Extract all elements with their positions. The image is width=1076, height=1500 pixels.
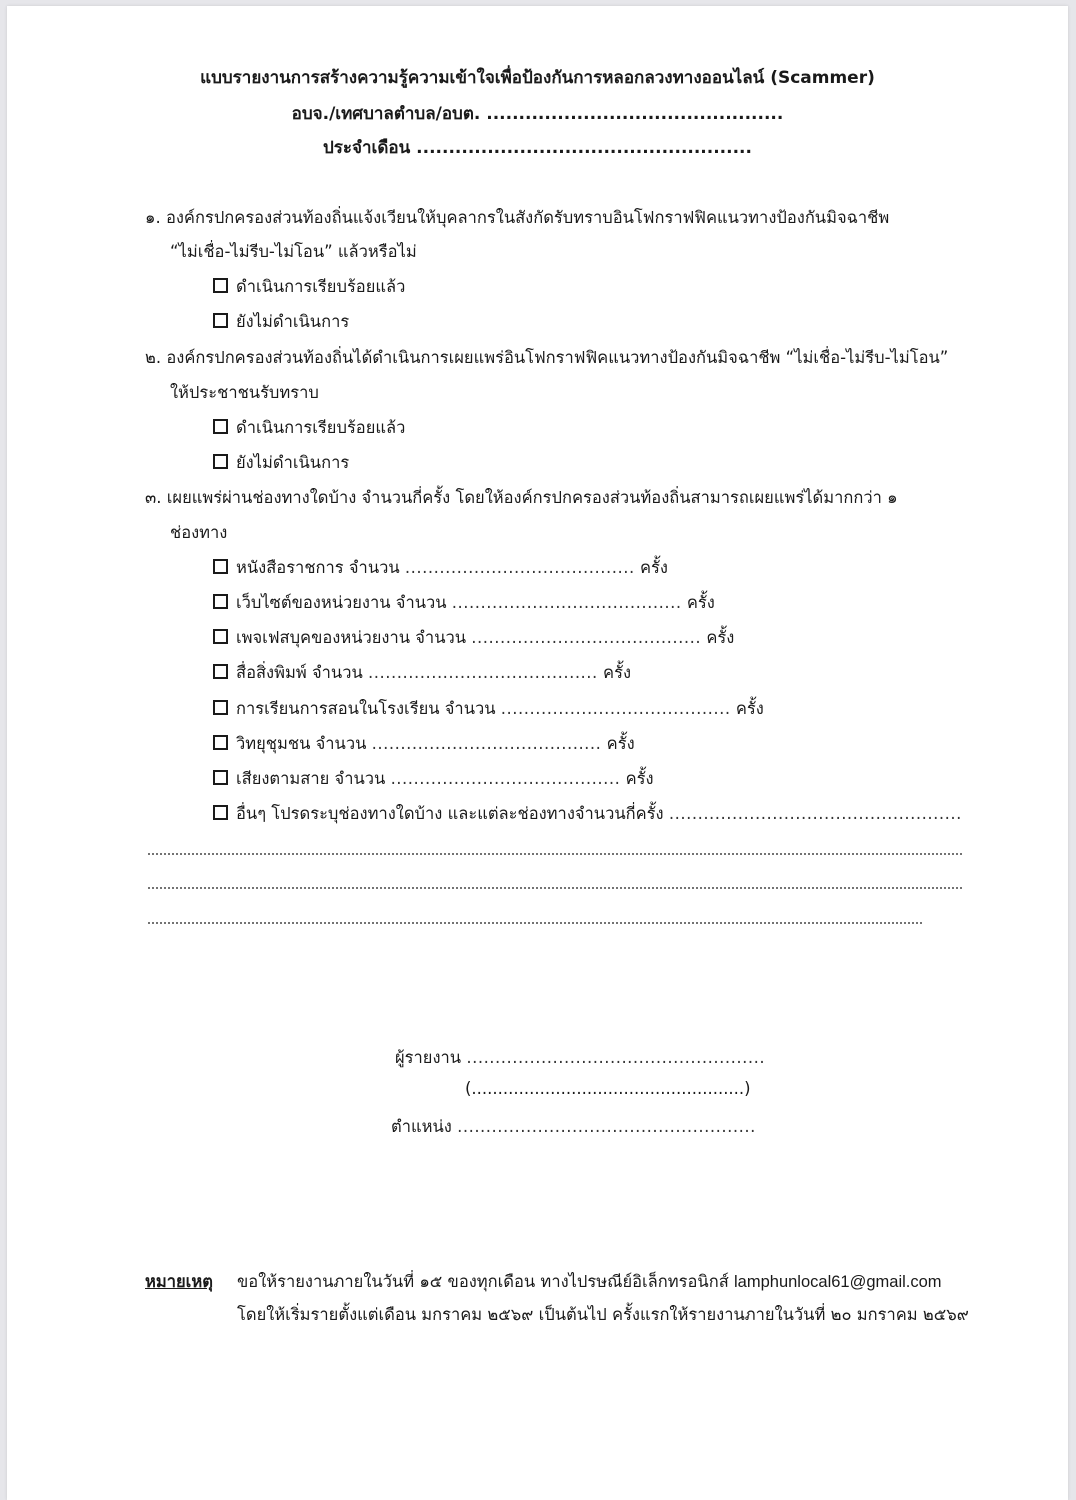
channel-label: สื่อสิ่งพิมพ์ จำนวน [236, 663, 363, 682]
checkbox[interactable] [213, 594, 228, 609]
channel-school-teaching[interactable] [213, 696, 764, 722]
organization-line[interactable]: อบจ./เทศบาลตำบล/อบต. .............................................. [291, 104, 784, 124]
unit-label: ครั้ง [735, 699, 764, 718]
unit-label: ครั้ง [686, 593, 715, 612]
reporter-label: ผู้รายงาน [395, 1048, 462, 1067]
note-heading: หมายเหตุ [145, 1272, 213, 1291]
count-blank[interactable]: ........................................ [390, 769, 621, 788]
q1-option-not-done[interactable] [213, 309, 349, 335]
count-blank[interactable]: ........................................ [500, 699, 731, 718]
unit-label: ครั้ง [606, 734, 635, 753]
unit-label: ครั้ง [639, 558, 668, 577]
checkbox[interactable] [213, 700, 228, 715]
checkbox[interactable] [213, 313, 228, 328]
reporter-name-blank[interactable]: (....................................................) [465, 1079, 751, 1098]
question-1-text-cont: “ไม่เชื่อ-ไม่รีบ-ไม่โอน” แล้วหรือไม่ [170, 242, 417, 261]
note-line-1 [237, 1269, 942, 1295]
question-1-text: ๑. องค์กรปกครองส่วนท้องถิ่นแจ้งเวียนให้บุคลากรในสังกัดรับทราบอินโฟกราฟฟิคแนวทางป้องกันมิจฉาชีพ [145, 208, 890, 227]
question-3-text: ๓. เผยแพร่ผ่านช่องทางใดบ้าง จำนวนกี่ครั้ง โดยให้องค์กรปกครองส่วนท้องถิ่นสามารถเผยแพร่ได้มากกว่า ๑ [145, 488, 898, 507]
channel-website[interactable] [213, 590, 715, 616]
other-details-line-3[interactable] [147, 922, 922, 924]
channel-community-radio[interactable] [213, 731, 635, 757]
channel-label: เพจเฟสบุคของหน่วยงาน จำนวน [236, 628, 467, 647]
channel-other[interactable] [213, 801, 962, 827]
option-label: ยังไม่ดำเนินการ [236, 312, 350, 331]
q2-option-not-done[interactable] [213, 450, 349, 476]
unit-label: ครั้ง [603, 663, 632, 682]
q1-option-done[interactable] [213, 274, 405, 300]
form-title: แบบรายงานการสร้างความรู้ความเข้าใจเพื่อป้องกันการหลอกลวงทางออนไลน์ (Scammer) [200, 68, 875, 88]
checkbox[interactable] [213, 805, 228, 820]
channel-label: การเรียนการสอนในโรงเรียน จำนวน [236, 699, 496, 718]
reporter-signature-blank[interactable]: .................................................... [466, 1048, 766, 1067]
checkbox[interactable] [213, 559, 228, 574]
checkbox[interactable] [213, 419, 228, 434]
count-blank[interactable]: ........................................ [451, 593, 682, 612]
month-line[interactable]: ประจำเดือน .................................................... [323, 138, 752, 158]
checkbox[interactable] [213, 735, 228, 750]
checkbox[interactable] [213, 770, 228, 785]
note-text: ขอให้รายงานภายในวันที่ ๑๕ ของทุกเดือน ทางไปรษณีย์อิเล็กทรอนิกส์ [237, 1272, 729, 1291]
count-blank[interactable]: ........................................ [371, 734, 602, 753]
count-blank[interactable]: ........................................ [368, 663, 598, 682]
channel-label: อื่นๆ โปรดระบุช่องทางใดบ้าง และแต่ละช่องทางจำนวนกี่ครั้ง [236, 804, 664, 823]
position-row [391, 1114, 756, 1140]
other-details-line-1[interactable] [147, 853, 962, 855]
checkbox[interactable] [213, 278, 228, 293]
document-page [7, 6, 1068, 1500]
channel-broadcast-tower[interactable] [213, 766, 654, 792]
checkbox[interactable] [213, 454, 228, 469]
option-label: ดำเนินการเรียบร้อยแล้ว [236, 277, 406, 296]
position-blank[interactable]: .................................................... [457, 1117, 756, 1136]
question-2-text-cont: ให้ประชาชนรับทราบ [170, 383, 319, 402]
other-details-line-2[interactable] [147, 887, 962, 889]
unit-label: ครั้ง [625, 769, 654, 788]
note-label [145, 1269, 213, 1295]
checkbox[interactable] [213, 629, 228, 644]
email-address[interactable]: lamphunlocal61@gmail.com [734, 1273, 942, 1291]
channel-label: เสียงตามสาย จำนวน [236, 769, 386, 788]
q2-option-done[interactable] [213, 415, 405, 441]
question-3-text-cont: ช่องทาง [170, 523, 228, 542]
channel-facebook-page[interactable] [213, 625, 734, 651]
count-blank[interactable]: ................................................... [668, 804, 962, 823]
count-blank[interactable]: ........................................ [404, 558, 635, 577]
option-label: ดำเนินการเรียบร้อยแล้ว [236, 418, 406, 437]
channel-label: เว็บไซต์ของหน่วยงาน จำนวน [236, 593, 447, 612]
count-blank[interactable]: ........................................ [471, 628, 702, 647]
channel-label: หนังสือราชการ จำนวน [236, 558, 400, 577]
reporter-row [395, 1045, 765, 1071]
channel-label: วิทยุชุมชน จำนวน [236, 734, 367, 753]
option-label: ยังไม่ดำเนินการ [236, 453, 350, 472]
channel-official-letter[interactable] [213, 555, 668, 581]
checkbox[interactable] [213, 664, 228, 679]
note-line-2: โดยให้เริ่มรายตั้งแต่เดือน มกราคม ๒๕๖๙ เป็นต้นไป ครั้งแรกให้รายงานภายในวันที่ ๒๐ มกราคม ๒๕๖๙ [237, 1305, 969, 1324]
question-2-text: ๒. องค์กรปกครองส่วนท้องถิ่นได้ดำเนินการเผยแพร่อินโฟกราฟฟิคแนวทางป้องกันมิจฉาชีพ “ไม่เชื่อ-ไม่รีบ-ไม่โอน” [145, 348, 949, 367]
position-label: ตำแหน่ง [391, 1117, 452, 1136]
unit-label: ครั้ง [706, 628, 735, 647]
channel-print-media[interactable] [213, 660, 631, 686]
